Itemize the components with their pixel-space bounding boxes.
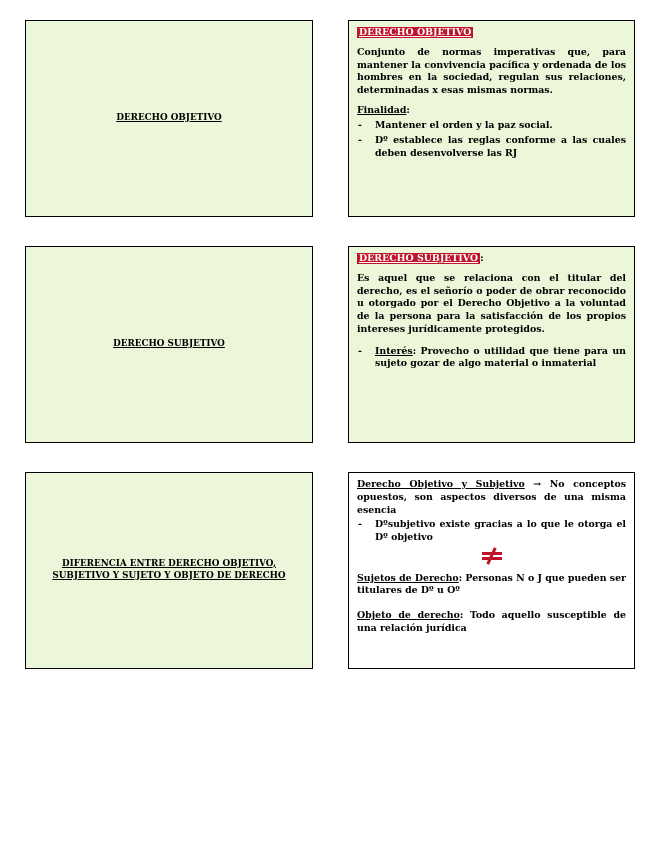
slide-1-finalidad: Finalidad: [357, 104, 410, 116]
slide-1-heading: DERECHO OBJETIVO [359, 27, 472, 38]
finalidad-label: Finalidad [357, 104, 407, 116]
slide-1-bullets [357, 120, 626, 161]
slide-3-title [25, 472, 313, 669]
interes-label: Interés [375, 345, 413, 357]
slide-3-objeto: Objeto de derecho: Todo aquello susceptible de una relación jurídica [357, 610, 626, 635]
objeto-label: Objeto de derecho [357, 610, 460, 622]
slide-2-heading: DERECHO SUBJETIVO [359, 253, 479, 264]
list-item: - Mantener el orden y la paz social. [357, 120, 626, 133]
slide-2-paragraph: Es aquel que se relaciona con el titular del derecho, es el señorío o poder de obrar reconocido u otorgado por el Derecho Objetivo a la voluntad de la persona para la satisfacción de los propios intereses jurídicamente protegidos. [357, 272, 626, 335]
slide-1-title [25, 20, 313, 217]
slide-3-content [348, 472, 635, 669]
list-item: - Interés: Provecho o utilidad que tiene para un sujeto gozar de algo material o inmaterial [357, 346, 626, 372]
list-item: - Dº establece las reglas conforme a las cuales deben desenvolverse las RJ [357, 135, 626, 161]
slide-1-title-text: DERECHO OBJETIVO [116, 112, 222, 123]
slide-2-title-text: DERECHO SUBJETIVO [113, 338, 225, 349]
slide-3-sujetos: Sujetos de Derecho: Personas N o J que pueden ser titulares de Dº u Oº [357, 572, 626, 597]
slide-2-content [348, 246, 635, 443]
slide-3-title-text: DIFERENCIA ENTRE DERECHO OBJETIVO, SUBJETIVO Y SUJETO Y OBJETO DE DERECHO [52, 558, 286, 581]
sujetos-label: Sujetos de Derecho [357, 572, 459, 584]
slide-2-heading-line: DERECHO SUBJETIVO : [359, 253, 484, 264]
slide-2-title [25, 246, 313, 443]
slide-1-paragraph: Conjunto de normas imperativas que, para mantener la convivencia pacífica y ordenada de los hombres en la sociedad, regulan sus relaciones, determinadas x esas mismas normas. [357, 46, 626, 97]
slide-3-bullets [357, 519, 626, 545]
slide-3-line1: Derecho Objetivo y Subjetivo → No conceptos opuestos, son aspectos diversos de una misma esencia [357, 479, 626, 516]
slide-2-bullets [357, 346, 626, 372]
derecho-obj-subj-label: Derecho Objetivo y Subjetivo [357, 479, 525, 490]
list-item: - Dºsubjetivo existe gracias a lo que le otorga el Dº objetivo [357, 519, 626, 545]
slide-1-content [348, 20, 635, 217]
not-equal-icon [482, 549, 502, 563]
